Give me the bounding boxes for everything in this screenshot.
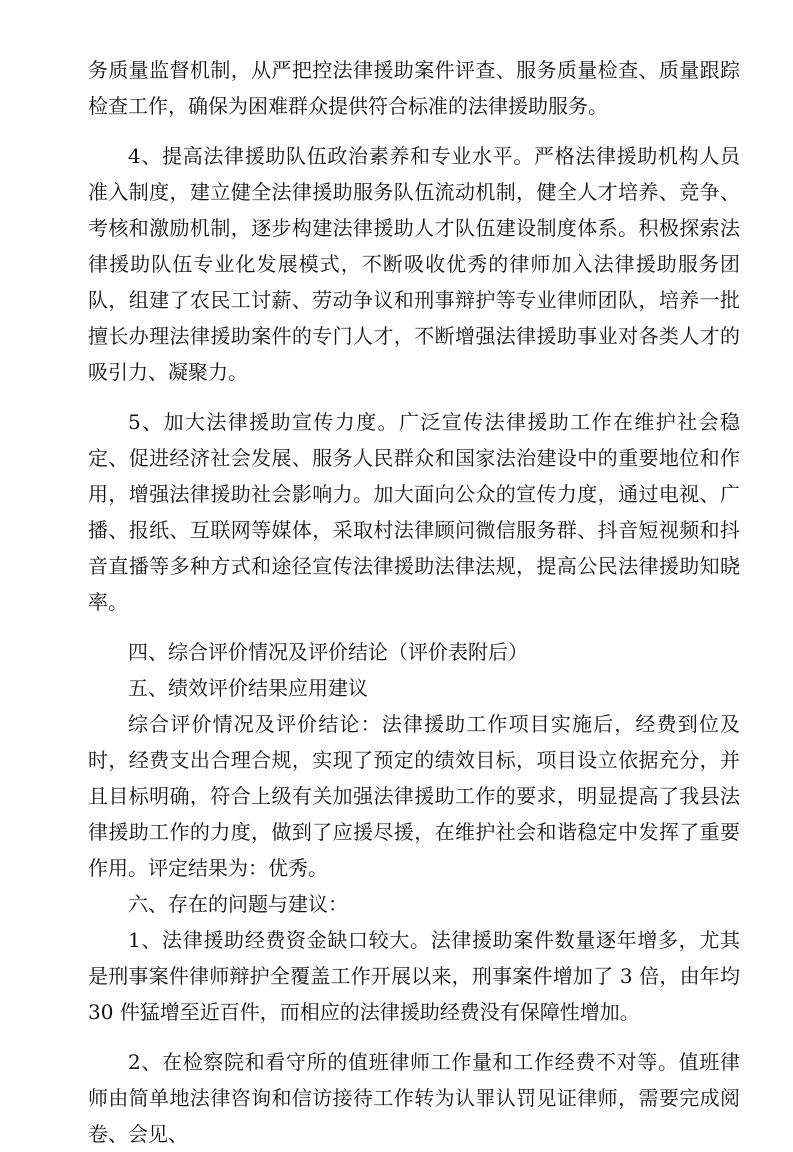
section-heading-5: 五、绩效评价结果应用建议 [128, 676, 368, 700]
section-heading-4: 四、综合评价情况及评价结论（评价表附后） [128, 640, 528, 664]
paragraph-item-4: 4、提高法律援助队伍政治素养和专业水平。严格法律援助机构人员准入制度，建立健全法律援助服务队伍流动机制，健全人才培养、竞争、考核和激励机制，逐步构建法律援助人才队伍建设制度体系。积极探索法律援助队伍专业化发展模式，不断吸收优秀的律师加入法律援助服务团队，组建了农民工讨薪、劳动争议和刑事辩护等专业律师团队，培养一批擅长办理法律援助案件的专门人才，不断增强法律援助事业对各类人才的吸引力、凝聚力。 [88, 144, 740, 384]
document-body [88, 52, 740, 1152]
paragraph-problem-2: 2、在检察院和看守所的值班律师工作量和工作经费不对等。值班律师由简单地法律咨询和信访接待工作转为认罪认罚见证律师，需要完成阅卷、会见、 [88, 1050, 740, 1146]
paragraph-problem-1: 1、法律援助经费资金缺口较大。法律援助案件数量逐年增多，尤其是刑事案件律师辩护全覆盖工作开展以来，刑事案件增加了 3 倍，由年均 30 件猛增至近百件，而相应的法律援助经费没有保障性增加。 [88, 928, 740, 1024]
paragraph-item-5: 5、加大法律援助宣传力度。广泛宣传法律援助工作在维护社会稳定、促进经济社会发展、服务人民群众和国家法治建设中的重要地位和作用，增强法律援助社会影响力。加大面向公众的宣传力度，通过电视、广播、报纸、互联网等媒体，采取村法律顾问微信服务群、抖音短视频和抖音直播等多种方式和途径宣传法律援助法律法规，提高公民法律援助知晓率。 [88, 410, 740, 614]
paragraph-evaluation-conclusion: 综合评价情况及评价结论：法律援助工作项目实施后，经费到位及时，经费支出合理合规，实现了预定的绩效目标，项目设立依据充分，并且目标明确，符合上级有关加强法律援助工作的要求，明显提高了我县法律援助工作的力度，做到了应援尽援，在维护社会和谐稳定中发挥了重要作用。评定结果为：优秀。 [88, 712, 740, 880]
paragraph-continuation: 务质量监督机制，从严把控法律援助案件评查、服务质量检查、质量跟踪检查工作，确保为困难群众提供符合标准的法律援助服务。 [88, 58, 740, 118]
section-heading-6: 六、存在的问题与建议： [128, 892, 348, 916]
